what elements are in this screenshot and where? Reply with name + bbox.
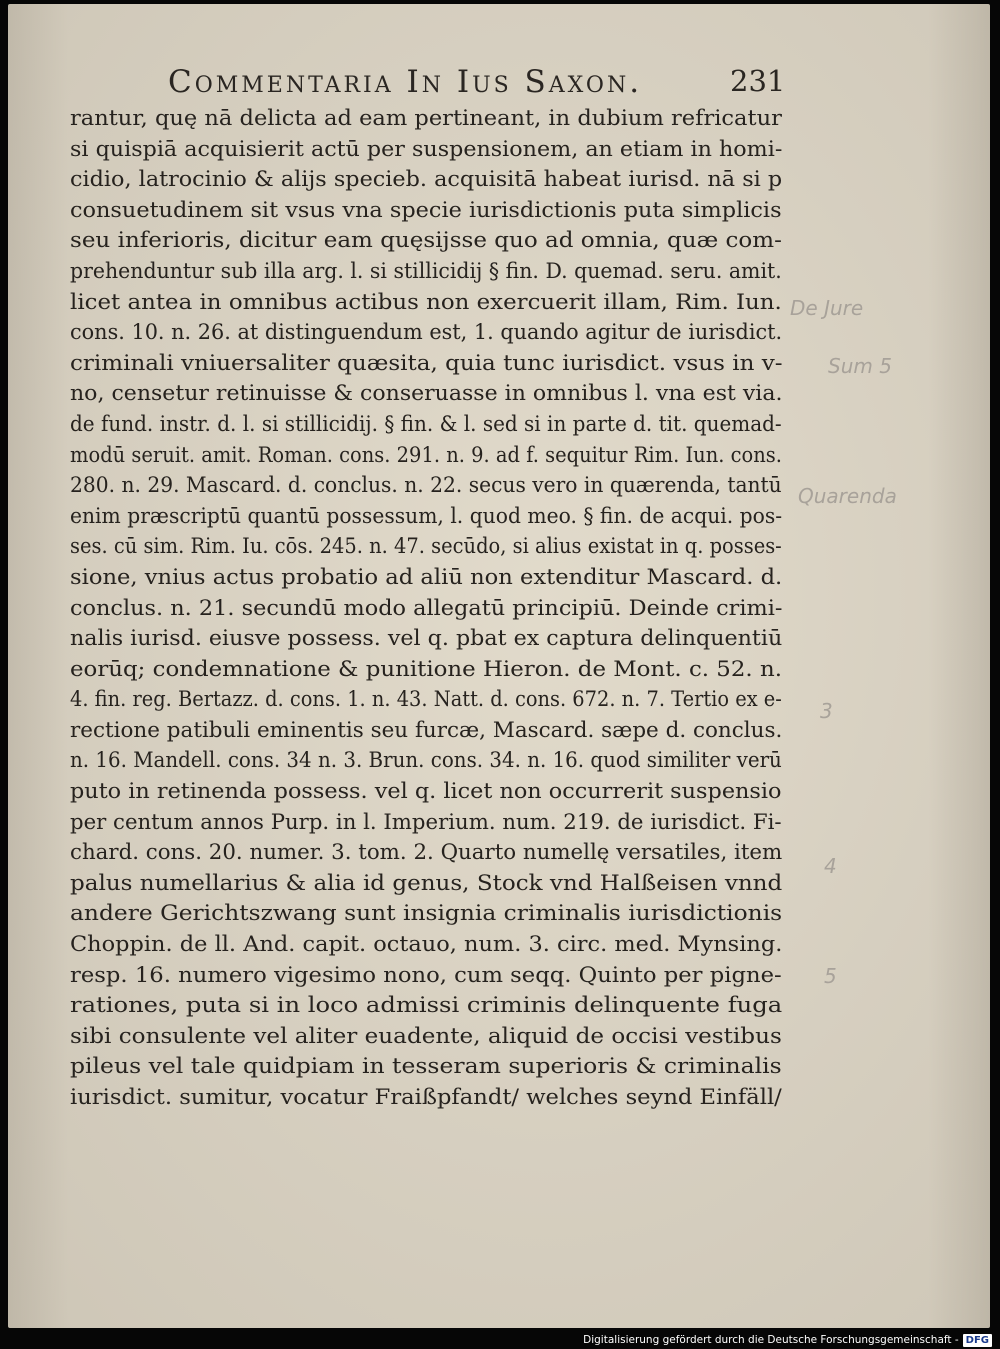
text-line: consuetudinem sit vsus vna specie iurisdictionis puta simplicis	[70, 197, 782, 223]
text-line: rectione patibuli eminentis seu furcæ, Mascard. sæpe d. conclus.	[70, 717, 783, 743]
text-line: modū seruit. amit. Roman. cons. 291. n. 9. ad f. sequitur Rim. Iun. cons.	[70, 442, 782, 468]
text-line: sione, vnius actus probatio ad aliū non extenditur Mascard. d.	[70, 564, 783, 590]
text-line: cons. 10. n. 26. at distinguendum est, 1. quando agitur de iurisdict.	[70, 320, 783, 346]
text-line: nalis iurisd. eiusve possess. vel q. pbat ex captura delinquentiū	[70, 626, 783, 652]
text-line: cidio, latrocinio & alijs specieb. acquisitā habeat iurisd. nā si p	[70, 167, 783, 193]
text-line: Choppin. de ll. And. capit. octauo, num. 3. circ. med. Mynsing.	[70, 932, 783, 958]
text-line: seu inferioris, dicitur eam quęsijsse quo ad omnia, quæ com-	[70, 228, 782, 254]
margin-note: De Jure	[790, 296, 864, 320]
text-line: 280. n. 29. Mascard. d. conclus. n. 22. secus vero in quærenda, tantū	[70, 473, 782, 499]
margin-note: 4	[824, 854, 837, 878]
text-line: n. 16. Mandell. cons. 34 n. 3. Brun. cons. 34. n. 16. quod similiter verū	[70, 748, 782, 774]
margin-note: Quarenda	[798, 484, 897, 508]
footer	[583, 1332, 992, 1348]
margin-note: 5	[824, 964, 837, 988]
text-line: si quispiā acquisierit actū per suspensionem, an etiam in homi-	[70, 136, 783, 162]
text-line: licet antea in omnibus actibus non exercuerit illam, Rim. Iun.	[70, 289, 782, 315]
text-line: conclus. n. 21. secundū modo allegatū principiū. Deinde crimi-	[70, 595, 783, 621]
text-line: rationes, puta si in loco admissi criminis delinquente fuga	[70, 993, 783, 1019]
text-line: prehenduntur sub illa arg. l. si stillicidij § fin. D. quemad. seru. amit.	[70, 258, 782, 284]
dfg-logo: DFG	[963, 1334, 992, 1347]
funding-credit: Digitalisierung gefördert durch die Deutsche Forschungsgemeinschaft -	[583, 1334, 959, 1346]
text-line: eorūq; condemnatione & punitione Hieron. de Mont. c. 52. n.	[70, 656, 782, 682]
margin-note: Sum 5	[828, 354, 892, 378]
text-line: criminali vniuersaliter quæsita, quia tunc iurisdict. vsus in v-	[70, 350, 783, 376]
text-line: chard. cons. 20. numer. 3. tom. 2. Quarto numellę versatiles, item	[70, 840, 783, 866]
margin-note: 3	[820, 699, 833, 723]
text-line: enim præscriptū quantū possessum, l. quod meo. § fin. de acqui. pos-	[70, 503, 783, 529]
text-line: ses. cū sim. Rim. Iu. cōs. 245. n. 47. secūdo, si alius existat in q. posses-	[70, 534, 782, 560]
text-line: andere Gerichtszwang sunt insignia criminalis iurisdictionis	[70, 901, 783, 927]
book-page	[8, 4, 990, 1328]
text-line: puto in retinenda possess. vel q. licet non occurrerit suspensio	[70, 779, 782, 805]
page-number: 231	[730, 64, 786, 98]
text-line: pileus vel tale quidpiam in tesseram superioris & criminalis	[70, 1054, 782, 1080]
body-text	[70, 104, 790, 1114]
text-line: 4. fin. reg. Bertazz. d. cons. 1. n. 43. Natt. d. cons. 672. n. 7. Tertio ex e-	[70, 687, 782, 713]
text-line: de fund. instr. d. l. si stillicidij. § fin. & l. sed si in parte d. tit. quemad-	[70, 411, 782, 437]
text-line: per centum annos Purp. in l. Imperium. num. 219. de iurisdict. Fi-	[70, 809, 782, 835]
text-line: palus numellarius & alia id genus, Stock vnd Halßeisen vnnd	[70, 870, 783, 896]
text-line: no, censetur retinuisse & conseruasse in omnibus l. vna est via.	[70, 381, 783, 407]
text-line: iurisdict. sumitur, vocatur Fraißpfandt/ welches seynd Einfäll/	[70, 1085, 782, 1110]
text-line: rantur, quę nā delicta ad eam pertineant, in dubium refricatur	[70, 106, 782, 131]
margin-notes	[788, 294, 948, 1014]
running-head	[158, 62, 786, 102]
text-line: sibi consulente vel aliter euadente, aliquid de occisi vestibus	[70, 1023, 782, 1049]
running-title: Commentaria In Ius Saxon.	[168, 64, 643, 100]
text-line: resp. 16. numero vigesimo nono, cum seqq. Quinto per pigne-	[70, 962, 782, 988]
